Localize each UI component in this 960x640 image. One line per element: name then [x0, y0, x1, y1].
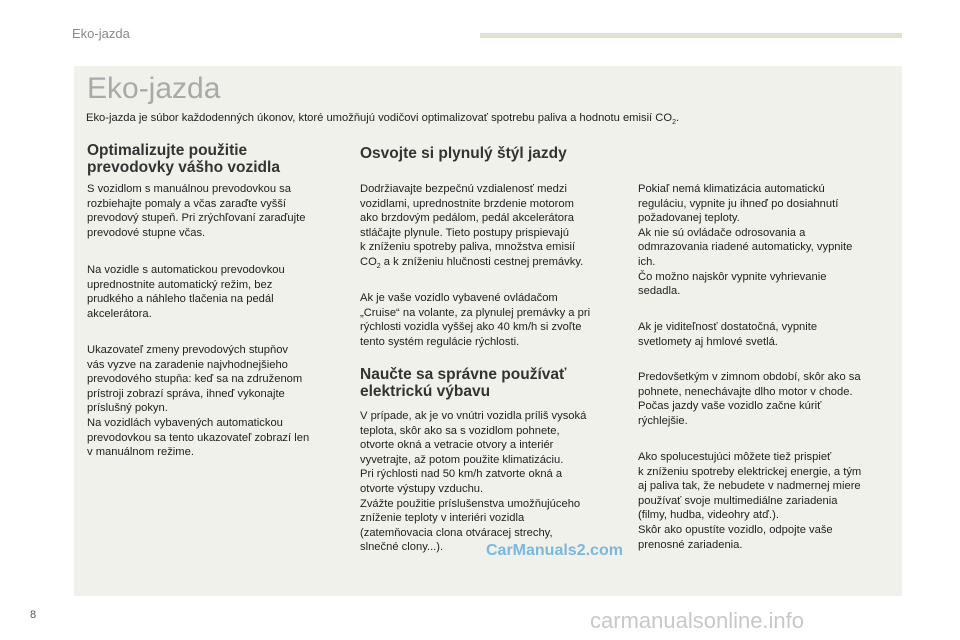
heading-gearbox: Optimalizujte použitie prevodovky vášho vozidla [87, 142, 280, 176]
header-bar [480, 33, 902, 38]
paragraph-winter-engine: Predovšetkým v zimnom období, skôr ako sa pohnete, nenechávajte dlho motor v chode. Počas jazdy vaše vozidlo začne kúriť rýchlejšie. [638, 371, 861, 427]
intro-text: Eko-jazda je súbor každodenných úkonov, ktoré umožňujú vodičovi optimalizovať spotrebu paliva a hodnotu emisií $CO_2$. [86, 112, 680, 127]
paragraph-headlights: Ak je viditeľnosť dostatočná, vypnite svetlomety aj hmlové svetlá. [638, 321, 818, 348]
paragraph-automatic-gearbox: Na vozidle s automatickou prevodovkou uprednostnite automatický režim, bez prudkého a náhleho tlačenia na pedál akcelerátora. [87, 264, 285, 320]
heading-electrical-equipment: Naučte sa správne používať elektrickú výbavu [360, 366, 567, 400]
page-title: Eko-jazda [87, 72, 221, 105]
watermark-carmanuals: CarManuals2.com [486, 542, 623, 559]
paragraph-gear-indicator: Ukazovateľ zmeny prevodových stupňov vás vyzve na zaradenie najvhodnejšieho prevodového stupňa: keď sa na združenom prístroji zobrazí správa, ihneď vykonajte príslušný pokyn. Na vozidlách vybavených automatickou prevodovkou sa tento ukazovateľ zobrazí len v manuálnom režime. [87, 344, 310, 459]
heading-smooth-driving: Osvojte si plynulý štýl jazdy [360, 145, 567, 162]
page-number: 8 [30, 609, 37, 621]
paragraph-safe-distance: Dodržiavajte bezpečnú vzdialenosť medzi vozidlami, uprednostnite brzdenie motorom ako brzdovým pedálom, pedál akcelerátora stláčajte plynule. Tieto postupy prispievajú k zníženiu spotreby paliva, množstva emisií $CO_2$ a k zníženiu hlučnosti cestnej premávky. [360, 183, 584, 271]
section-label: Eko-jazda [72, 26, 130, 41]
paragraph-ventilation: V prípade, ak je vo vnútri vozidla príliš vysoká teplota, skôr ako sa s vozidlom pohnete, otvorte okná a vetracie otvory a interiér vyvetrajte, až potom použite klimatizáciu. Pri rýchlosti nad 50 km/h zatvorte okná a otvorte výstupy vzduchu. Zvážte použitie príslušenstva umožňujúceho zníženie teploty v interiéri vozidla (zatemňovacia clona otváracej strechy, slnečné clony...). [360, 410, 587, 554]
paragraph-passenger-devices: Ako spolucestujúci môžete tiež prispieť k zníženiu spotreby elektrickej energie, a tým aj paliva tak, že nebudete v nadmernej miere používať svoje multimediálne zariadenia (filmy, hudba, videohry atď.). Skôr ako opustíte vozidlo, odpojte vaše prenosné zariadenia. [638, 451, 862, 551]
watermark-online: carmanualsonline.info [590, 608, 805, 633]
paragraph-cruise: Ak je vaše vozidlo vybavené ovládačom „Cruise“ na volante, za plynulej premávky a pri rýchlosti vozidla vyššej ako 40 km/h si zvoľte tento systém regulácie rýchlosti. [360, 292, 591, 348]
paragraph-manual-gearbox: S vozidlom s manuálnou prevodovkou sa rozbiehajte pomaly a včas zaraďte vyšší prevodový stupeň. Pri zrýchľovaní zaraďujte prevodové stupne včas. [87, 183, 306, 239]
paragraph-air-conditioning: Pokiaľ nemá klimatizácia automatickú reguláciu, vypnite ju ihneď po dosiahnutí požadovanej teploty. Ak nie sú ovládače odrosovania a odmrazovania riadené automaticky, vypnite ich. Čo možno najskôr vypnite vyhrievanie sedadla. [638, 183, 853, 298]
